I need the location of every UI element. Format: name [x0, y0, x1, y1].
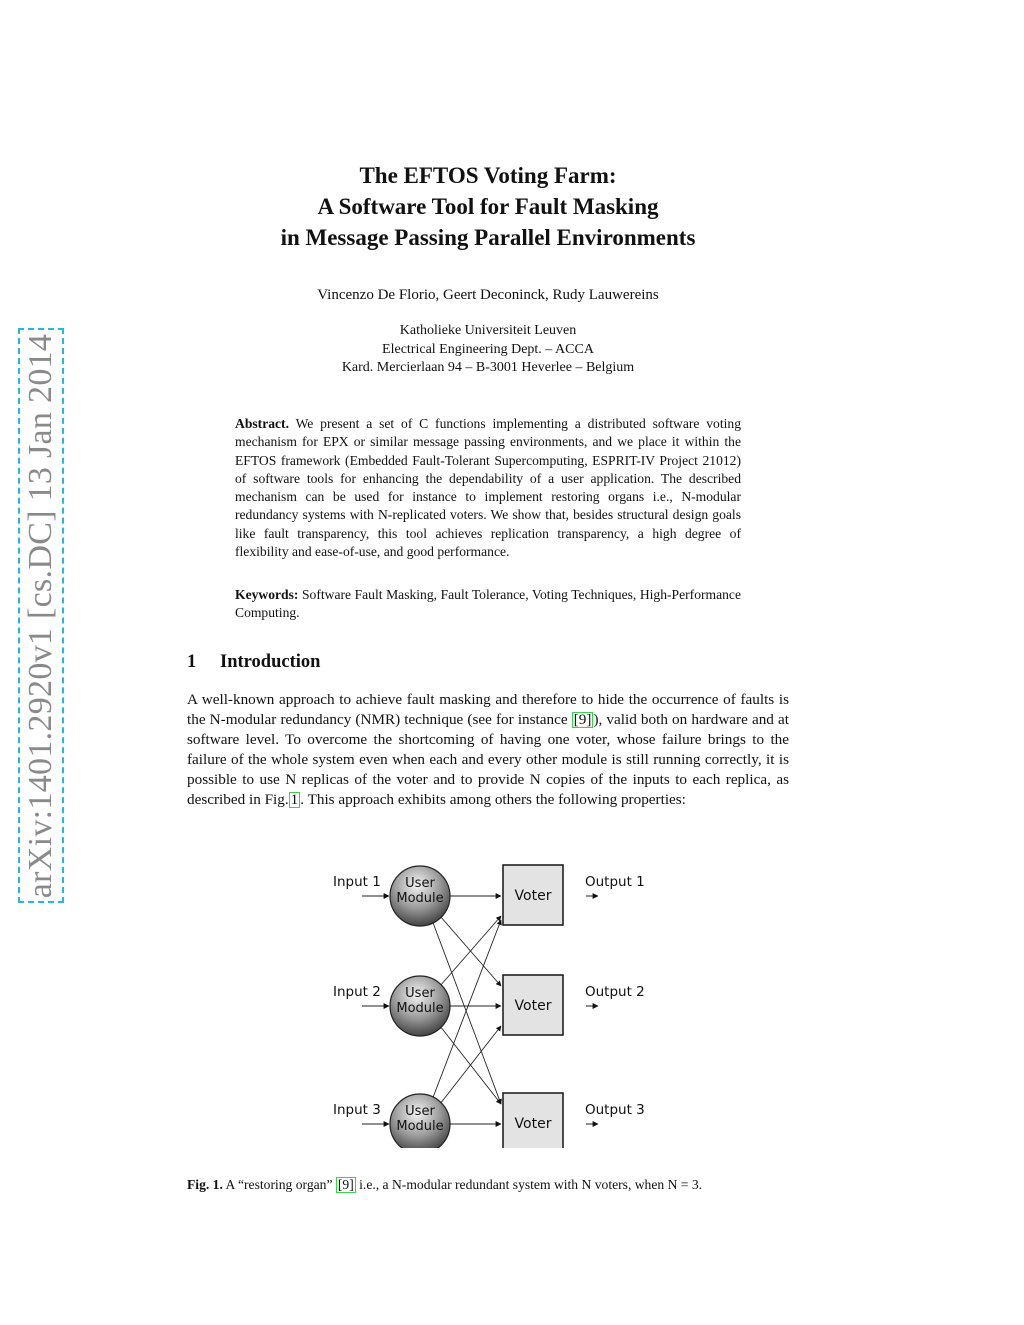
module-2-label-line-2: Module	[396, 1001, 444, 1016]
title-line-3: in Message Passing Parallel Environments	[280, 225, 696, 250]
affiliation-line-2: Electrical Engineering Dept. – ACCA	[382, 341, 594, 357]
section-number: 1	[187, 652, 197, 672]
voter-label-2: Voter	[514, 998, 552, 1014]
caption-text-a: A “restoring organ”	[225, 1177, 336, 1192]
keywords	[235, 586, 741, 623]
abstract-text: We present a set of C functions implementing a distributed software voting mechanism for EPX or similar message passing environments, and we place it within the EFTOS framework (Embedded Fault-Tolerant Supercomputing, ESPRIT-IV Project 21012) of software tools for enhancing the dependability of a user application. The described mechanism can be used for instance to implement restoring organs i.e., N-modular redundancy systems with N-replicated voters. We show that, besides structural design goals like fault transparency, this tool achieves replication transparency, a high degree of flexibility and ease-of-use, and good performance.	[235, 416, 741, 560]
caption-text-b: i.e., a N-modular redundant system with N voters, when N = 3.	[355, 1177, 703, 1192]
section-heading	[187, 652, 320, 673]
module-3-label-line-1: User	[405, 1104, 435, 1119]
section-title: Introduction	[220, 652, 321, 672]
output-label-3: Output 3	[585, 1102, 645, 1118]
restoring-organ-figure	[320, 858, 660, 1148]
affiliation	[187, 322, 789, 378]
keywords-label: Keywords:	[235, 587, 299, 602]
affiliation-line-1: Katholieke Universiteit Leuven	[399, 323, 577, 338]
abstract	[235, 415, 741, 561]
paper-title	[187, 160, 789, 253]
intro-text-b: ), valid both on hardware and at software level. To overcome the shortcoming of having one voter, whose failure brings to the failure of the whole system even when each and every other module is still running correctly, it is possible to use N replicas of the voter and to provide N copies of the inputs to each replica, as described in Fig.	[187, 711, 789, 809]
arxiv-identifier: arXiv:1401.2920v1 [cs.DC] 13 Jan 2014	[22, 333, 59, 898]
title-line-1: The EFTOS Voting Farm:	[359, 163, 617, 188]
abstract-label: Abstract.	[235, 416, 289, 431]
voter-label-3: Voter	[514, 1116, 552, 1132]
restoring-organ-diagram	[320, 858, 660, 1148]
module-2-label-line-1: User	[405, 986, 435, 1001]
figure-reference-link[interactable]: 1	[290, 791, 299, 809]
output-label-2: Output 2	[585, 984, 645, 1000]
input-label-3: Input 3	[333, 1102, 381, 1118]
affiliation-line-3: Kard. Mercierlaan 94 – B-3001 Heverlee – Belgium	[341, 360, 635, 375]
figure-caption	[187, 1176, 789, 1194]
intro-paragraph	[187, 690, 789, 811]
intro-text-c: . This approach exhibits among others the following properties:	[300, 791, 686, 809]
title-line-2: A Software Tool for Fault Masking	[317, 194, 659, 219]
author-list: Vincenzo De Florio, Geert Deconinck, Rudy Lauwereins	[317, 287, 659, 303]
module-1-label-line-2: Module	[396, 891, 444, 906]
citation-link[interactable]: [9]	[573, 711, 592, 729]
module-1-label-line-1: User	[405, 876, 435, 891]
caption-citation-link[interactable]: [9]	[337, 1177, 354, 1192]
input-label-1: Input 1	[333, 874, 381, 890]
input-label-2: Input 2	[333, 984, 381, 1000]
caption-label: Fig. 1.	[187, 1177, 223, 1192]
voter-label-1: Voter	[514, 888, 552, 904]
module-3-label-line-2: Module	[396, 1119, 444, 1134]
arxiv-identifier-box[interactable]	[18, 328, 64, 903]
output-label-1: Output 1	[585, 874, 645, 890]
keywords-text: Software Fault Masking, Fault Tolerance, Voting Techniques, High-Performance Computing.	[235, 587, 741, 621]
intro-text-a: A well-known approach to achieve fault masking and therefore to hide the occurrence of faults is the N-modular redundancy (NMR) technique (see for instance	[187, 691, 789, 729]
